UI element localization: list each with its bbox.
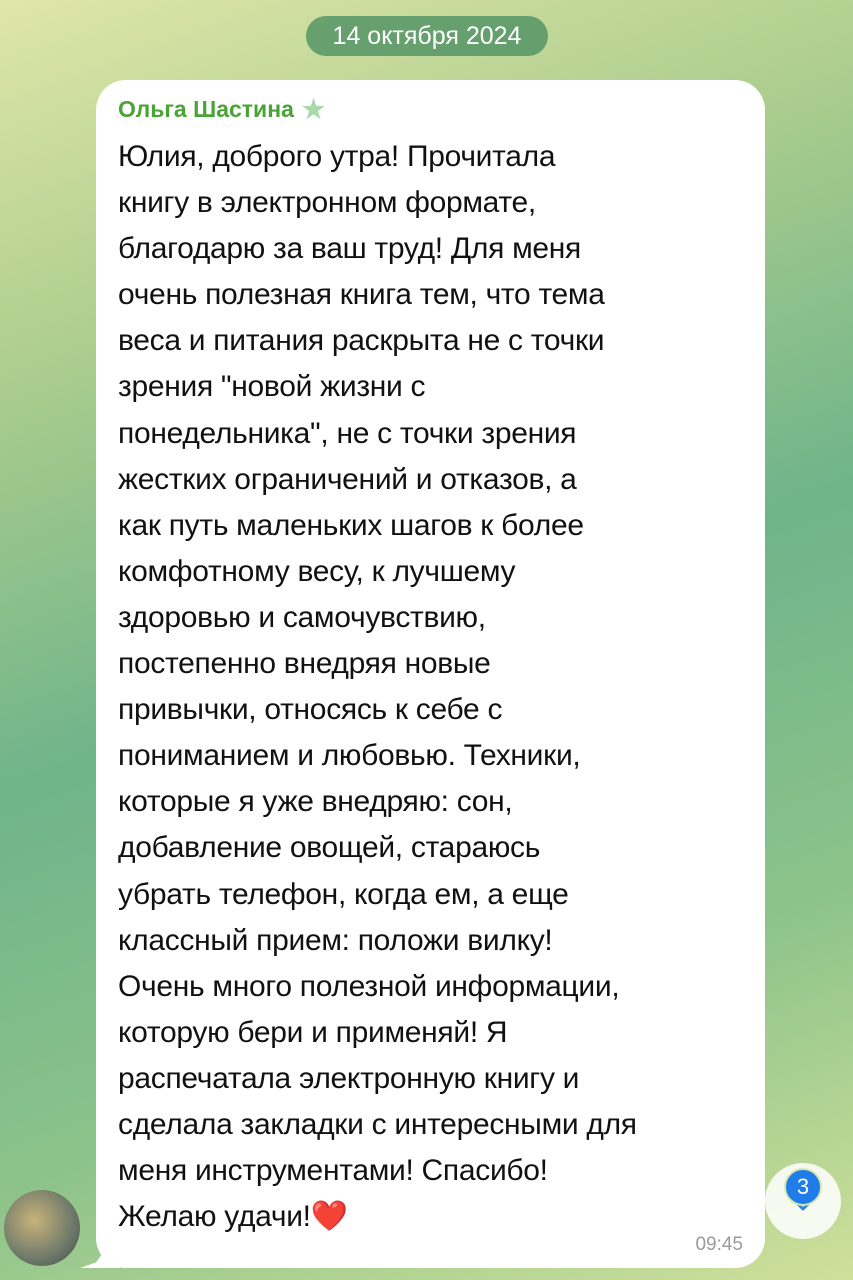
message-line-text: сделала закладки с интересными для [118,1107,637,1141]
message-line [118,1056,758,1102]
message-line-text: которые я уже внедряю: сон, [118,785,513,819]
message-line [118,595,758,641]
message-line [118,872,758,918]
message-line-text: которую бери и применяй! Я [118,1015,508,1049]
message-line [118,733,758,779]
message-bubble[interactable] [96,80,765,1268]
message-line [118,825,758,871]
message-line-text: веса и питания раскрыта не с точки [118,324,605,358]
sender-row[interactable] [118,94,325,125]
message-line-text: Юлия, доброго утра! Прочитала [118,140,556,173]
unread-badge: 3 [784,1168,822,1206]
message-line [118,1102,758,1148]
message-line [118,687,758,733]
date-separator: 14 октября 2024 [306,16,548,56]
heart-emoji-icon: ❤️ [310,1200,348,1234]
message-line [118,364,758,410]
message-line-text: комфотному весу, к лучшему [118,554,516,588]
avatar[interactable] [4,1190,80,1266]
message-line-text: как путь маленьких шагов к более [118,508,584,542]
message-line [118,641,758,687]
message-line-text: пониманием и любовью. Техники, [118,739,581,773]
message-line-text: жестких ограничений и отказов, а [118,462,577,496]
message-line-text: понедельника", не с точки зрения [118,416,577,450]
message-line [118,1194,758,1240]
message-line [118,918,758,964]
message-text [118,134,758,1240]
message-line-text: постепенно внедряя новые [118,647,491,681]
message-line [118,503,758,549]
message-line [118,964,758,1010]
message-line [118,180,758,226]
sender-name[interactable]: Ольга Шастина [118,96,294,122]
message-line [118,779,758,825]
message-line-text: классный прием: положи вилку! [118,923,553,957]
message-line [118,226,758,272]
message-line [118,134,758,180]
message-line [118,1148,758,1194]
message-line [118,318,758,364]
message-line-text: зрения "новой жизни с [118,370,426,404]
message-line-text: благодарю за ваш труд! Для меня [118,232,581,266]
message-line-text: меня инструментами! Спасибо! [118,1154,548,1188]
message-line [118,457,758,503]
message-line-text: очень полезная книга тем, что тема [118,278,605,312]
message-line [118,272,758,318]
message-line-text: добавление овощей, стараюсь [118,831,541,865]
message-time: 09:45 [695,1234,743,1255]
message-line-text: убрать телефон, когда ем, а еще [118,877,569,911]
message-line-text: привычки, относясь к себе с [118,693,503,727]
message-line-text: здоровью и самочувствию, [118,600,486,634]
message-line [118,1010,758,1056]
message-line [118,411,758,457]
message-line [118,549,758,595]
message-line-text: Очень много полезной информации, [118,969,620,1003]
message-line-text: распечатала электронную книгу и [118,1061,580,1095]
message-line-text: книгу в электронном формате, [118,186,536,220]
message-line-text: Желаю удачи! [118,1200,311,1234]
star-icon: ★ [301,94,326,124]
